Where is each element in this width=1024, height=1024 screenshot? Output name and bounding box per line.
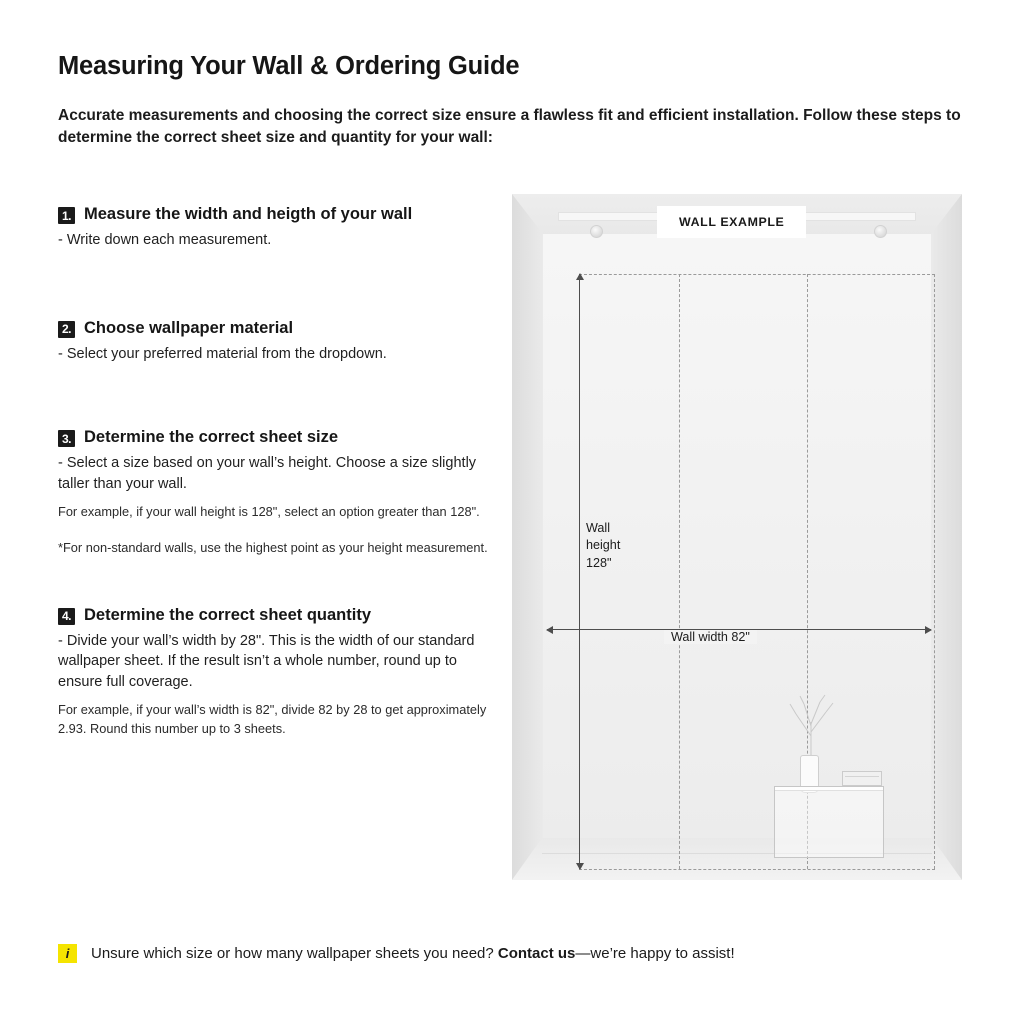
ceiling-spotlight-icon: [874, 225, 887, 238]
step-item-3: [58, 428, 488, 557]
wall-height-label-line1: Wall: [586, 521, 611, 535]
step-header: [58, 428, 488, 447]
step-note: For example, if your wall’s width is 82", divide 82 by 28 to get approximately 2.93. Round this number up to 3 sheets.: [58, 702, 487, 736]
console-table: [774, 786, 884, 858]
step-title: Choose wallpaper material: [84, 318, 294, 337]
step-title: Measure the width and heigth of your wall: [84, 205, 413, 223]
step-header: [58, 205, 488, 224]
steps-list: [58, 205, 488, 738]
panel-guide-line: [934, 274, 935, 869]
footer-text: [91, 945, 735, 962]
left-wall: [512, 194, 543, 880]
step-header: [58, 606, 488, 625]
step-item-2: [58, 319, 488, 365]
wall-example-badge: WALL EXAMPLE: [657, 206, 806, 238]
step-title: Determine the correct sheet quantity: [84, 605, 371, 624]
footer-text-after: —we’re happy to assist!: [575, 945, 735, 962]
page-title: Measuring Your Wall & Ordering Guide: [58, 52, 520, 80]
step-number-badge: 1.: [58, 207, 75, 224]
wall-height-arrow: [579, 274, 580, 869]
info-icon: i: [58, 944, 77, 963]
step-number-badge: 2.: [58, 321, 75, 338]
wall-height-label-line2: height: [586, 538, 621, 553]
step-header: [58, 319, 488, 338]
wall-height-label-line3: 128": [586, 555, 612, 570]
step-note-secondary: *For non-standard walls, use the highest point as your height measurement.: [58, 540, 488, 556]
step-body: - Select a size based on your wall’s height. Choose a size slightly taller than your wall.: [58, 455, 477, 492]
step-body: - Select your preferred material from the dropdown.: [58, 345, 387, 362]
step-item-1: [58, 205, 488, 251]
panel-guide-top: [579, 274, 935, 275]
branch-decoration-icon: [780, 692, 842, 762]
wall-height-label: [586, 520, 620, 572]
step-note: For example, if your wall height is 128", select an option greater than 128".: [58, 504, 480, 520]
step-item-4: [58, 606, 488, 738]
footer-help: [58, 944, 735, 963]
footer-text-before: Unsure which size or how many wallpaper sheets you need?: [91, 945, 498, 962]
step-title: Determine the correct sheet size: [84, 428, 339, 447]
wall-width-label: Wall width 82": [664, 630, 757, 644]
wall-example-illustration: [512, 194, 962, 880]
intro-paragraph: Accurate measurements and choosing the correct size ensure a flawless fit and efficient installation. Follow these steps to determine the correct sheet size and quantity for your wall:: [58, 107, 961, 147]
step-body: - Write down each measurement.: [58, 232, 272, 248]
panel-guide-bottom: [579, 869, 935, 870]
panel-guide-line: [679, 274, 680, 869]
step-number-badge: 3.: [58, 430, 75, 447]
ceiling-spotlight-icon: [590, 225, 603, 238]
contact-us-link[interactable]: Contact us: [497, 945, 576, 962]
books-stack: [842, 771, 882, 786]
step-body: - Divide your wall’s width by 28". This is the width of our standard wallpaper sheet. If the result isn’t a whole number, round up to ensure full coverage.: [58, 632, 475, 690]
right-wall: [931, 194, 962, 880]
step-number-badge: 4.: [58, 608, 75, 625]
